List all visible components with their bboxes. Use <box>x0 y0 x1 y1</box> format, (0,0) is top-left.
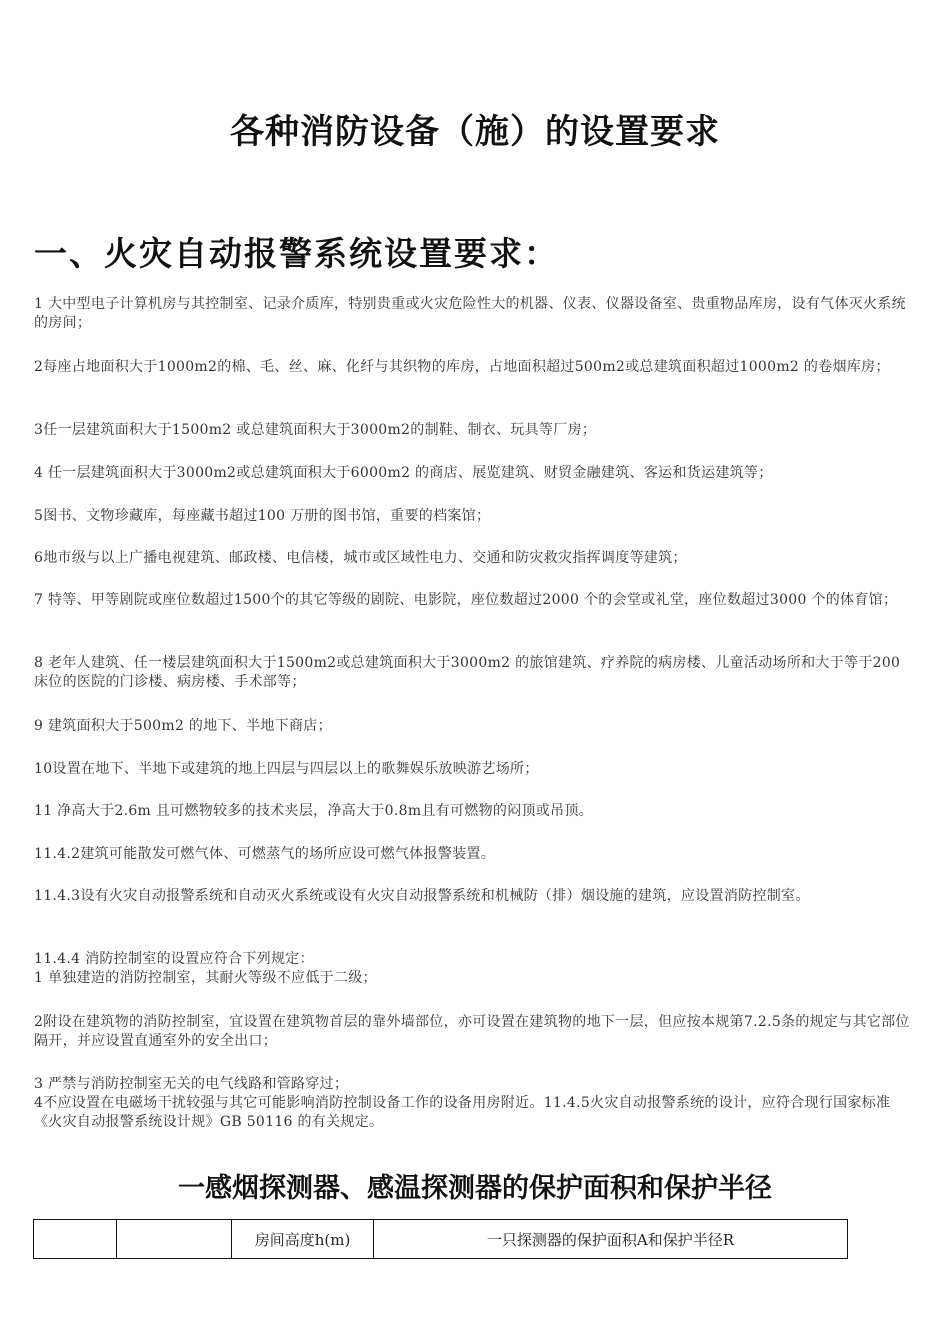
table-title: 一感烟探测器、感温探测器的保护面积和保护半径 <box>178 1173 772 1204</box>
table-header-protection-area: 一只探测器的保护面积A和保护半径R <box>374 1220 848 1259</box>
paragraph: 4 任一层建筑面积大于3000m2或总建筑面积大于6000m2 的商店、展览建筑、财贸金融建筑、客运和货运建筑等； <box>34 465 773 481</box>
paragraph: 2附设在建筑物的消防控制室，宜设置在建筑物首层的靠外墙部位，亦可设置在建筑物的地下一层，但应按本规第7.2.5条的规定与其它部位隔开，并应设置直通室外的安全出口； <box>34 1014 910 1049</box>
paragraph: 9 建筑面积大于500m2 的地下、半地下商店； <box>34 718 332 734</box>
table-row <box>34 1220 848 1259</box>
paragraph: 7 特等、甲等剧院或座位数超过1500个的其它等级的剧院、电影院，座位数超过2000 个的会堂或礼堂，座位数超过3000 个的体育馆； <box>34 592 898 608</box>
page-title: 各种消防设备（施）的设置要求 <box>230 112 720 152</box>
paragraph: 1 大中型电子计算机房与其控制室、记录介质库，特别贵重或火灾危险性大的机器、仪表、仪器设备室、贵重物品库房，设有气体灭火系统的房间； <box>34 296 906 331</box>
paragraph: 11.4.4 消防控制室的设置应符合下列规定： 1 单独建造的消防控制室，其耐火等级不应低于二级； <box>34 951 377 986</box>
paragraph: 3 严禁与消防控制室无关的电气线路和管路穿过； 4不应设置在电磁场干扰较强与其它可能影响消防控制设备工作的设备用房附近。11.4.5火灾自动报警系统的设计，应符合现行国家标准《火灾自动报警系统设计规》GB 50116 的有关规定。 <box>34 1076 891 1130</box>
section-heading: 一、火灾自动报警系统设置要求： <box>34 234 559 273</box>
paragraph: 8 老年人建筑、任一楼层建筑面积大于1500m2或总建筑面积大于3000m2 的旅馆建筑、疗养院的病房楼、儿童活动场所和大于等于200床位的医院的门诊楼、病房楼、手术部等； <box>34 655 901 690</box>
paragraph: 5图书、文物珍藏库，每座藏书超过100 万册的图书馆，重要的档案馆； <box>34 508 491 524</box>
table-cell <box>117 1220 232 1259</box>
table-cell <box>34 1220 117 1259</box>
paragraph: 10设置在地下、半地下或建筑的地上四层与四层以上的歌舞娱乐放映游艺场所； <box>34 761 539 777</box>
paragraph: 6地市级与以上广播电视建筑、邮政楼、电信楼，城市或区域性电力、交通和防灾救灾指挥调度等建筑； <box>34 550 687 566</box>
paragraph: 3任一层建筑面积大于1500m2 或总建筑面积大于3000m2的制鞋、制衣、玩具等厂房； <box>34 422 597 438</box>
protection-area-table <box>33 1219 848 1259</box>
paragraph: 11.4.3设有火灾自动报警系统和自动灭火系统或设有火灾自动报警系统和机械防（排）烟设施的建筑，应设置消防控制室。 <box>34 888 810 904</box>
paragraph: 11.4.2建筑可能散发可燃气体、可燃蒸气的场所应设可燃气体报警装置。 <box>34 846 496 862</box>
paragraph: 11 净高大于2.6m 且可燃物较多的技术夹层，净高大于0.8m且有可燃物的闷顶或吊顶。 <box>34 803 593 819</box>
table-header-room-height: 房间高度h(m) <box>232 1220 374 1259</box>
paragraph: 2每座占地面积大于1000m2的棉、毛、丝、麻、化纤与其织物的库房，占地面积超过500m2或总建筑面积超过1000m2 的卷烟库房； <box>34 359 890 375</box>
